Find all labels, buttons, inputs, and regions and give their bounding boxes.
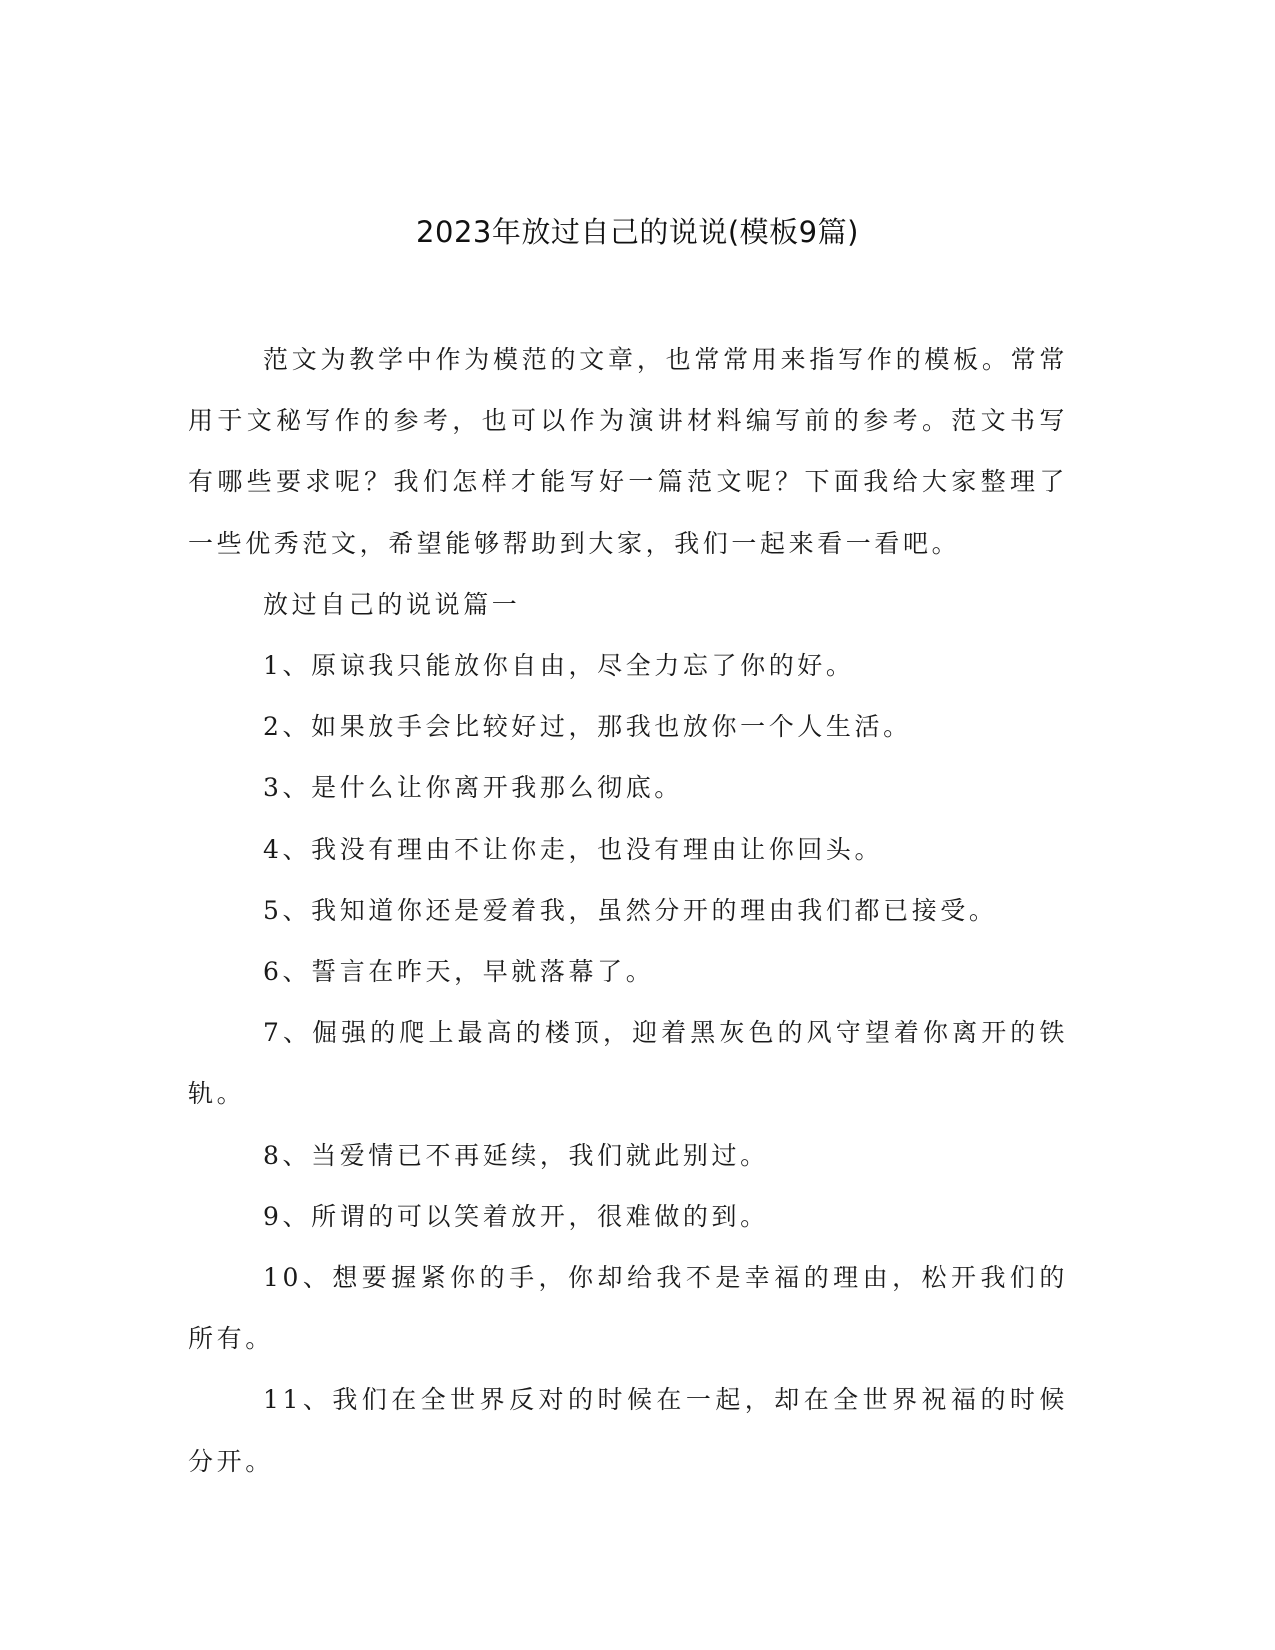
- list-item: 5、我知道你还是爱着我，虽然分开的理由我们都已接受。: [263, 895, 998, 925]
- list-item: 1、原谅我只能放你自由，尽全力忘了你的好。: [263, 651, 855, 681]
- list-item: 8、当爱情已不再延续，我们就此别过。: [263, 1140, 769, 1170]
- list-item: 11、我们在全世界反对的时候在一起，却在全世界祝福的时候分开。: [188, 1385, 1068, 1476]
- list-item: 6、誓言在昨天，早就落幕了。: [263, 957, 655, 987]
- list-item: 9、所谓的可以笑着放开，很难做的到。: [263, 1201, 769, 1231]
- section-heading: 放过自己的说说篇一: [263, 589, 521, 619]
- list-item: 3、是什么让你离开我那么彻底。: [263, 773, 683, 803]
- list-item: 10、想要握紧你的手，你却给我不是幸福的理由，松开我们的所有。: [188, 1263, 1068, 1354]
- list-item: 2、如果放手会比较好过，那我也放你一个人生活。: [263, 712, 912, 742]
- list-item: 4、我没有理由不让你走，也没有理由让你回头。: [263, 834, 884, 864]
- document-title: 2023年放过自己的说说(模板9篇): [416, 215, 859, 249]
- list-item: 7、倔强的爬上最高的楼顶，迎着黑灰色的风守望着你离开的铁轨。: [188, 1018, 1068, 1109]
- intro-paragraph: 范文为教学中作为模范的文章，也常常用来指写作的模板。常常用于文秘写作的参考，也可以作为演讲材料编写前的参考。范文书写有哪些要求呢？我们怎样才能写好一篇范文呢？下面我给大家整理了一些优秀范文，希望能够帮助到大家，我们一起来看一看吧。: [188, 345, 1068, 558]
- document-body: [188, 329, 1068, 1492]
